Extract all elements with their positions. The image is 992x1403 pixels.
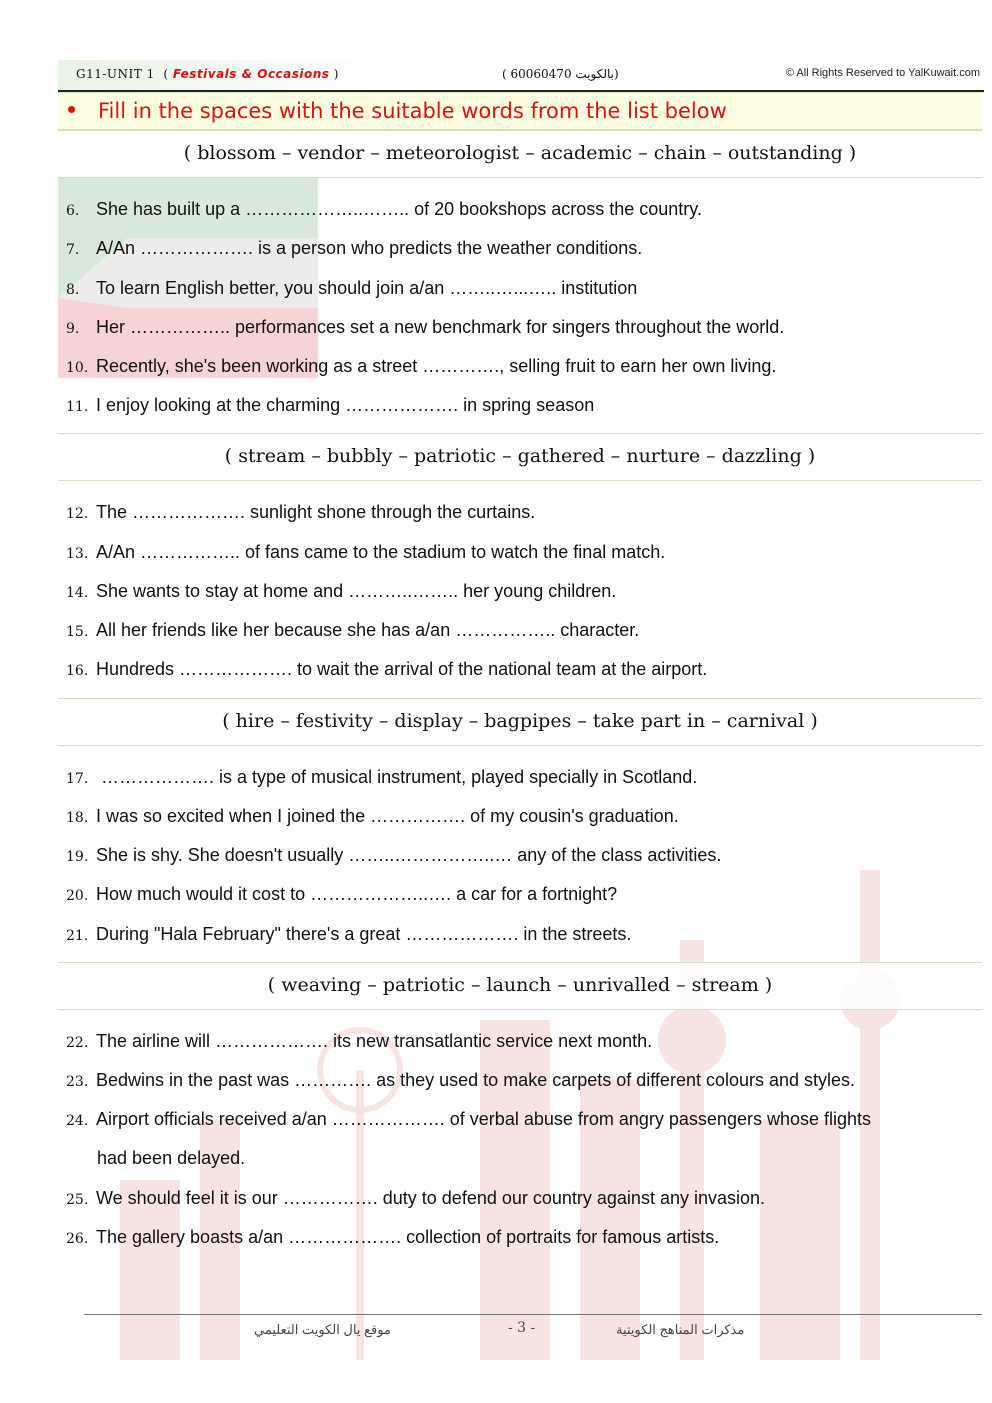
question-17: 17. ………………. is a type of musical instrument, played specially in Scotland. (66, 767, 698, 787)
word-list-2: ( stream – bubbly – patriotic – gathered – nurture – dazzling ) (58, 433, 982, 481)
question-6: 6. She has built up a ………………..…….. of 20 bookshops across the country. (66, 199, 702, 219)
question-7: 7. A/An ………………. is a person who predicts the weather conditions. (66, 238, 643, 258)
question-21: 21. During "Hala February" there's a great ………………. in the streets. (66, 924, 632, 944)
word-list-3: ( hire – festivity – display – bagpipes – take part in – carnival ) (58, 698, 982, 746)
footer-divider (84, 1314, 982, 1315)
page-footer (84, 1320, 982, 1340)
word-list-4: ( weaving – patriotic – launch – unrivalled – stream ) (58, 962, 982, 1010)
question-26: 26. The gallery boasts a/an ………………. collection of portraits for famous artists. (66, 1227, 720, 1247)
question-14: 14. She wants to stay at home and ………..…….. her young children. (66, 581, 617, 601)
question-18: 18. I was so excited when I joined the ……………. of my cousin's graduation. (66, 806, 679, 826)
unit-label: G11-UNIT 1 ( Festivals & Occasions ) (76, 67, 339, 81)
question-16: 16. Hundreds ………………. to wait the arrival of the national team at the airport. (66, 659, 708, 679)
question-10: 10. Recently, she's been working as a street …………., selling fruit to earn her own living. (66, 356, 777, 376)
question-24-continued: had been delayed. (97, 1148, 246, 1168)
question-24: 24. Airport officials received a/an ………………. of verbal abuse from angry passengers whose flights (66, 1109, 872, 1129)
footer-left-text: موقع يال الكويت التعليمي (254, 1322, 391, 1337)
word-list-1: ( blossom – vendor – meteorologist – academic – chain – outstanding ) (58, 130, 982, 178)
instruction-text: Fill in the spaces with the suitable words from the list below (98, 99, 727, 123)
bullet-icon (68, 106, 75, 113)
question-23: 23. Bedwins in the past was …………. as they used to make carpets of different colours and styles. (66, 1070, 856, 1090)
question-8: 8. To learn English better, you should join a/an ……..…...….. institution (66, 278, 638, 298)
page-header (58, 60, 984, 92)
question-15: 15. All her friends like her because she has a/an …………….. character. (66, 620, 640, 640)
page-number: - 3 - (508, 1320, 536, 1336)
question-22: 22. The airline will ………………. its new transatlantic service next month. (66, 1031, 653, 1051)
question-13: 13. A/An …………….. of fans came to the stadium to watch the final match. (66, 542, 666, 562)
question-25: 25. We should feel it is our ……………. duty to defend our country against any invasion. (66, 1188, 766, 1208)
topic-label: Festivals & Occasions (172, 67, 330, 81)
phone-label: ( 60060470 بالكويت) (502, 67, 619, 81)
question-20: 20. How much would it cost to ………………..…. a car for a fortnight? (66, 884, 618, 904)
rights-label: © All Rights Reserved to YalKuwait.com (785, 67, 980, 79)
footer-right-text: مذكرات المناهج الكويتية (616, 1322, 745, 1337)
question-11: 11. I enjoy looking at the charming ………………. in spring season (66, 395, 595, 415)
question-19: 19. She is shy. She doesn't usually ……..……………..… any of the class activities. (66, 845, 722, 865)
question-9: 9. Her …………….. performances set a new benchmark for singers throughout the world. (66, 317, 785, 337)
instruction-banner (58, 92, 982, 130)
question-12: 12. The ………………. sunlight shone through the curtains. (66, 502, 536, 522)
